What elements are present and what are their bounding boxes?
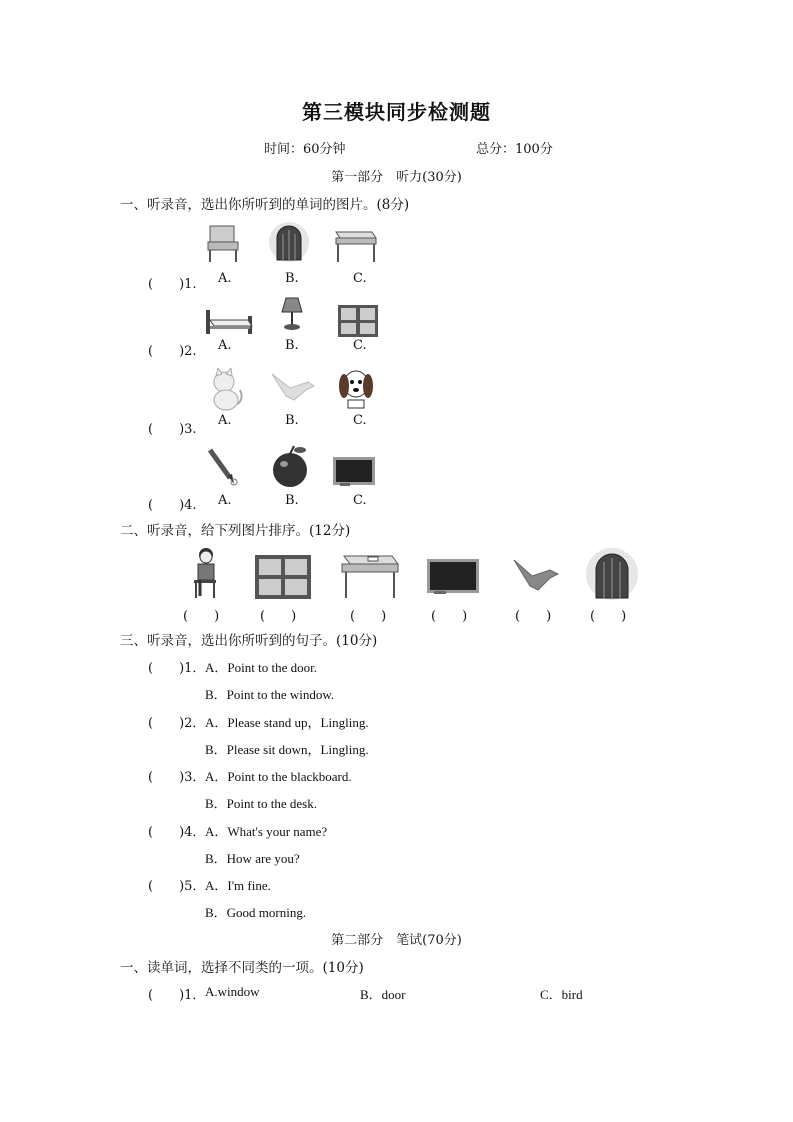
s1-item-2-option-c: C. — [353, 338, 367, 353]
s3-item-4-option-b: B．How are you? — [205, 851, 300, 866]
s1-item-2-number: ( )2. — [148, 344, 197, 359]
door-icon — [268, 220, 310, 264]
section4-heading: 一、读单词，选择不同类的一项。(10分) — [120, 960, 364, 976]
s1-item-3-option-c: C. — [353, 413, 367, 428]
apple-icon — [268, 444, 312, 490]
part2-title: 第二部分 笔试(70分) — [331, 933, 462, 948]
s2-blank-2[interactable]: ( ) — [260, 609, 297, 624]
desk-icon — [338, 552, 400, 600]
cat-icon — [206, 368, 246, 412]
section1-heading: 一、听录音，选出你所听到的单词的图片。(8分) — [120, 197, 410, 213]
window-icon — [254, 554, 312, 600]
s4-item-1-option-a: A.window — [205, 984, 260, 999]
s3-item-5-option-a: A．I'm fine. — [205, 878, 271, 893]
s2-blank-5[interactable]: ( ) — [515, 609, 552, 624]
s3-item-2-number: ( )2． — [148, 716, 206, 731]
blackboard-icon — [426, 558, 480, 596]
s1-item-4-number: ( )4. — [148, 498, 197, 513]
bird-icon — [268, 370, 316, 406]
s1-item-1-option-b: B. — [285, 271, 299, 286]
s1-item-4-option-a: A. — [218, 493, 232, 508]
s1-item-3-number: ( )3. — [148, 422, 197, 437]
s1-item-2-option-b: B. — [285, 338, 299, 353]
bird-icon — [510, 556, 560, 598]
pencil-icon — [206, 446, 240, 488]
s3-item-3-number: ( )3． — [148, 770, 206, 785]
s3-item-4-number: ( )4． — [148, 825, 206, 840]
dog-icon — [336, 366, 376, 412]
door-icon — [584, 546, 640, 602]
window-icon — [337, 304, 379, 338]
s2-blank-3[interactable]: ( ) — [350, 609, 387, 624]
s3-item-3-option-a: A．Point to the blackboard. — [205, 769, 352, 784]
s1-item-3-option-a: A. — [218, 413, 232, 428]
s3-item-3-option-b: B．Point to the desk. — [205, 796, 317, 811]
s1-item-3-option-b: B. — [285, 413, 299, 428]
s4-item-1-option-b: B．door — [360, 987, 406, 1002]
s4-item-1-number: ( )1． — [148, 988, 206, 1003]
section3-heading: 三、听录音，选出你所听到的句子。(10分) — [120, 633, 378, 649]
time-label: 时间：60分钟 — [264, 142, 346, 157]
s3-item-1-option-b: B．Point to the window. — [205, 687, 335, 702]
s1-item-4-option-c: C. — [353, 493, 367, 508]
chair-icon — [204, 222, 244, 264]
bed-icon — [204, 306, 254, 336]
s3-item-2-option-a: A．Please stand up，Lingling. — [205, 715, 369, 730]
s1-item-4-option-b: B. — [285, 493, 299, 508]
s2-blank-6[interactable]: ( ) — [590, 609, 627, 624]
blackboard-icon — [332, 456, 376, 488]
s3-item-1-option-a: A．Point to the door. — [205, 660, 317, 675]
s1-item-2-option-a: A. — [218, 338, 232, 353]
s2-blank-4[interactable]: ( ) — [431, 609, 468, 624]
s1-item-1-number: ( )1. — [148, 277, 197, 292]
s3-item-2-option-b: B．Please sit down，Lingling. — [205, 742, 369, 757]
s1-item-1-option-a: A. — [218, 271, 232, 286]
lamp-icon — [280, 296, 304, 332]
s2-blank-1[interactable]: ( ) — [183, 609, 220, 624]
boy-sitting-icon — [190, 546, 224, 600]
s4-item-1-option-c: C．bird — [540, 987, 583, 1002]
page-title: 第三模块同步检测题 — [302, 100, 491, 124]
s3-item-4-option-a: A．What's your name? — [205, 824, 328, 839]
s3-item-1-number: ( )1． — [148, 661, 206, 676]
s1-item-1-option-c: C. — [353, 271, 367, 286]
score-label: 总分：100分 — [476, 142, 553, 157]
section2-heading: 二、听录音，给下列图片排序。(12分) — [120, 523, 351, 539]
s3-item-5-option-b: B．Good morning. — [205, 905, 307, 920]
part1-title: 第一部分 听力(30分) — [331, 170, 462, 185]
s3-item-5-number: ( )5． — [148, 879, 206, 894]
desk-icon — [332, 224, 378, 264]
